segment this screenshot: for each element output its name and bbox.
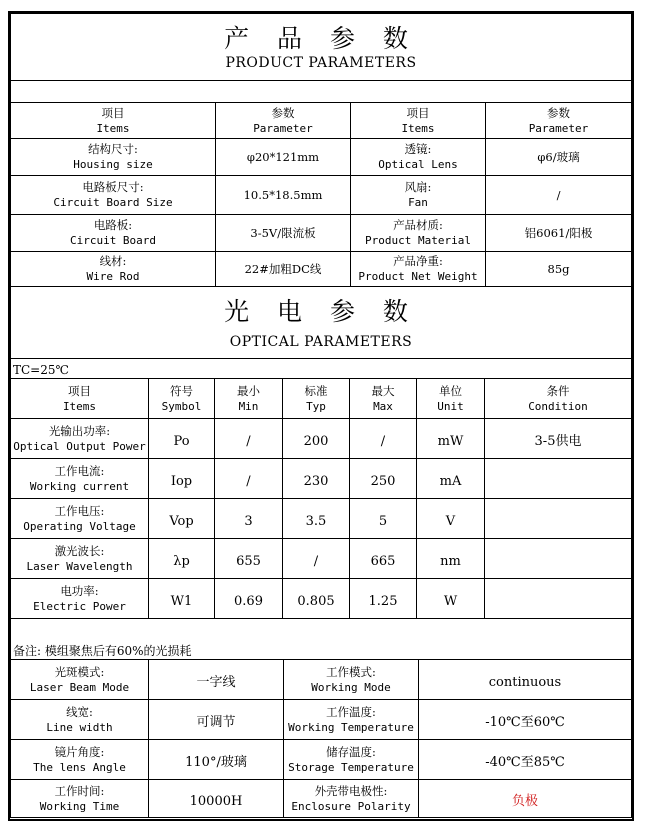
item-label: 工作电流: Working current bbox=[11, 459, 149, 499]
condition-cell bbox=[485, 539, 632, 579]
header-cell: 项目 Items bbox=[11, 103, 216, 139]
unit-cell: W bbox=[417, 579, 485, 619]
item-label: 工作时间: Working Time bbox=[11, 780, 149, 818]
item-label: 线材: Wire Rod bbox=[11, 252, 216, 287]
item-value: 110°/玻璃 bbox=[149, 740, 284, 780]
table-row bbox=[11, 700, 632, 740]
item-value: -10℃至60℃ bbox=[419, 700, 632, 740]
item-value: 3-5V/限流板 bbox=[216, 215, 351, 252]
header-cell: 参数 Parameter bbox=[486, 103, 632, 139]
condition-cell: 3-5供电 bbox=[485, 419, 632, 459]
spacer-row bbox=[11, 81, 632, 103]
item-label: 产品材质: Product Material bbox=[351, 215, 486, 252]
item-label: 电功率: Electric Power bbox=[11, 579, 149, 619]
typ-cell: / bbox=[283, 539, 350, 579]
item-value: φ6/玻璃 bbox=[486, 139, 632, 176]
header-cell: 参数 Parameter bbox=[216, 103, 351, 139]
min-cell: / bbox=[215, 419, 283, 459]
item-label: 工作电压: Operating Voltage bbox=[11, 499, 149, 539]
parameter-sheet bbox=[8, 11, 634, 821]
table-row bbox=[11, 660, 632, 700]
header-cell: 标准 Typ bbox=[283, 379, 350, 419]
item-label: 电路板尺寸: Circuit Board Size bbox=[11, 176, 216, 215]
item-value: continuous bbox=[419, 660, 632, 700]
symbol-cell: Po bbox=[149, 419, 215, 459]
polarity-value: 负极 bbox=[419, 780, 632, 818]
symbol-cell: W1 bbox=[149, 579, 215, 619]
symbol-cell: Vop bbox=[149, 499, 215, 539]
item-value: 铝6061/阳极 bbox=[486, 215, 632, 252]
min-cell: 655 bbox=[215, 539, 283, 579]
table-row bbox=[11, 215, 632, 252]
max-cell: / bbox=[350, 419, 417, 459]
product-parameters-table bbox=[10, 102, 632, 287]
item-value: 10.5*18.5mm bbox=[216, 176, 351, 215]
product-title bbox=[11, 14, 632, 81]
optical-parameters-table bbox=[10, 378, 632, 619]
table-row bbox=[11, 176, 632, 215]
item-value: 可调节 bbox=[149, 700, 284, 740]
min-cell: / bbox=[215, 459, 283, 499]
unit-cell: mA bbox=[417, 459, 485, 499]
unit-cell: mW bbox=[417, 419, 485, 459]
item-label: 工作温度: Working Temperature bbox=[284, 700, 419, 740]
item-value: 85g bbox=[486, 252, 632, 287]
item-label: 透镜: Optical Lens bbox=[351, 139, 486, 176]
item-label: 产品净重: Product Net Weight bbox=[351, 252, 486, 287]
table-row bbox=[11, 459, 632, 499]
table-row bbox=[11, 579, 632, 619]
condition-cell bbox=[485, 499, 632, 539]
note-table bbox=[10, 618, 632, 660]
table-row bbox=[11, 139, 632, 176]
header-cell: 最小 Min bbox=[215, 379, 283, 419]
item-value: / bbox=[486, 176, 632, 215]
header-cell: 条件 Condition bbox=[485, 379, 632, 419]
min-cell: 0.69 bbox=[215, 579, 283, 619]
typ-cell: 3.5 bbox=[283, 499, 350, 539]
table-row bbox=[11, 780, 632, 818]
item-value: φ20*121mm bbox=[216, 139, 351, 176]
tc-label: TC=25℃ bbox=[11, 359, 632, 379]
header-cell: 项目 Items bbox=[11, 379, 149, 419]
max-cell: 665 bbox=[350, 539, 417, 579]
table-row bbox=[11, 539, 632, 579]
typ-cell: 230 bbox=[283, 459, 350, 499]
optical-title-table bbox=[10, 286, 632, 379]
condition-cell bbox=[485, 459, 632, 499]
table-row bbox=[11, 419, 632, 459]
item-label: 外壳带电极性: Enclosure Polarity bbox=[284, 780, 419, 818]
item-label: 激光波长: Laser Wavelength bbox=[11, 539, 149, 579]
item-label: 工作模式: Working Mode bbox=[284, 660, 419, 700]
item-label: 结构尺寸: Housing size bbox=[11, 139, 216, 176]
unit-cell: nm bbox=[417, 539, 485, 579]
optical-title-cn: 光 电 参 数 bbox=[224, 296, 418, 326]
note-text: 备注: 模组聚焦后有60%的光损耗 bbox=[11, 619, 632, 660]
item-value: 10000H bbox=[149, 780, 284, 818]
item-label: 储存温度: Storage Temperature bbox=[284, 740, 419, 780]
typ-cell: 0.805 bbox=[283, 579, 350, 619]
product-title-table bbox=[10, 13, 632, 103]
header-cell: 最大 Max bbox=[350, 379, 417, 419]
optical-header-row bbox=[11, 379, 632, 419]
item-label: 镜片角度: The lens Angle bbox=[11, 740, 149, 780]
item-label: 光斑模式: Laser Beam Mode bbox=[11, 660, 149, 700]
item-value: -40℃至85℃ bbox=[419, 740, 632, 780]
item-value: 一字线 bbox=[149, 660, 284, 700]
product-title-cn: 产 品 参 数 bbox=[224, 24, 418, 53]
symbol-cell: λp bbox=[149, 539, 215, 579]
max-cell: 5 bbox=[350, 499, 417, 539]
max-cell: 250 bbox=[350, 459, 417, 499]
min-cell: 3 bbox=[215, 499, 283, 539]
symbol-cell: Iop bbox=[149, 459, 215, 499]
item-label: 电路板: Circuit Board bbox=[11, 215, 216, 252]
header-cell: 单位 Unit bbox=[417, 379, 485, 419]
optical-title bbox=[11, 287, 632, 359]
condition-cell bbox=[485, 579, 632, 619]
item-label: 线宽: Line width bbox=[11, 700, 149, 740]
max-cell: 1.25 bbox=[350, 579, 417, 619]
typ-cell: 200 bbox=[283, 419, 350, 459]
optical-title-en: OPTICAL PARAMETERS bbox=[229, 333, 413, 350]
unit-cell: V bbox=[417, 499, 485, 539]
product-title-en: PRODUCT PARAMETERS bbox=[225, 55, 417, 71]
item-label: 光输出功率: Optical Output Power bbox=[11, 419, 149, 459]
header-cell: 项目 Items bbox=[351, 103, 486, 139]
item-value: 22#加粗DC线 bbox=[216, 252, 351, 287]
table-row bbox=[11, 740, 632, 780]
header-cell: 符号 Symbol bbox=[149, 379, 215, 419]
mode-parameters-table bbox=[10, 659, 632, 818]
table-row bbox=[11, 252, 632, 287]
product-header-row bbox=[11, 103, 632, 139]
item-label: 风扇: Fan bbox=[351, 176, 486, 215]
table-row bbox=[11, 499, 632, 539]
